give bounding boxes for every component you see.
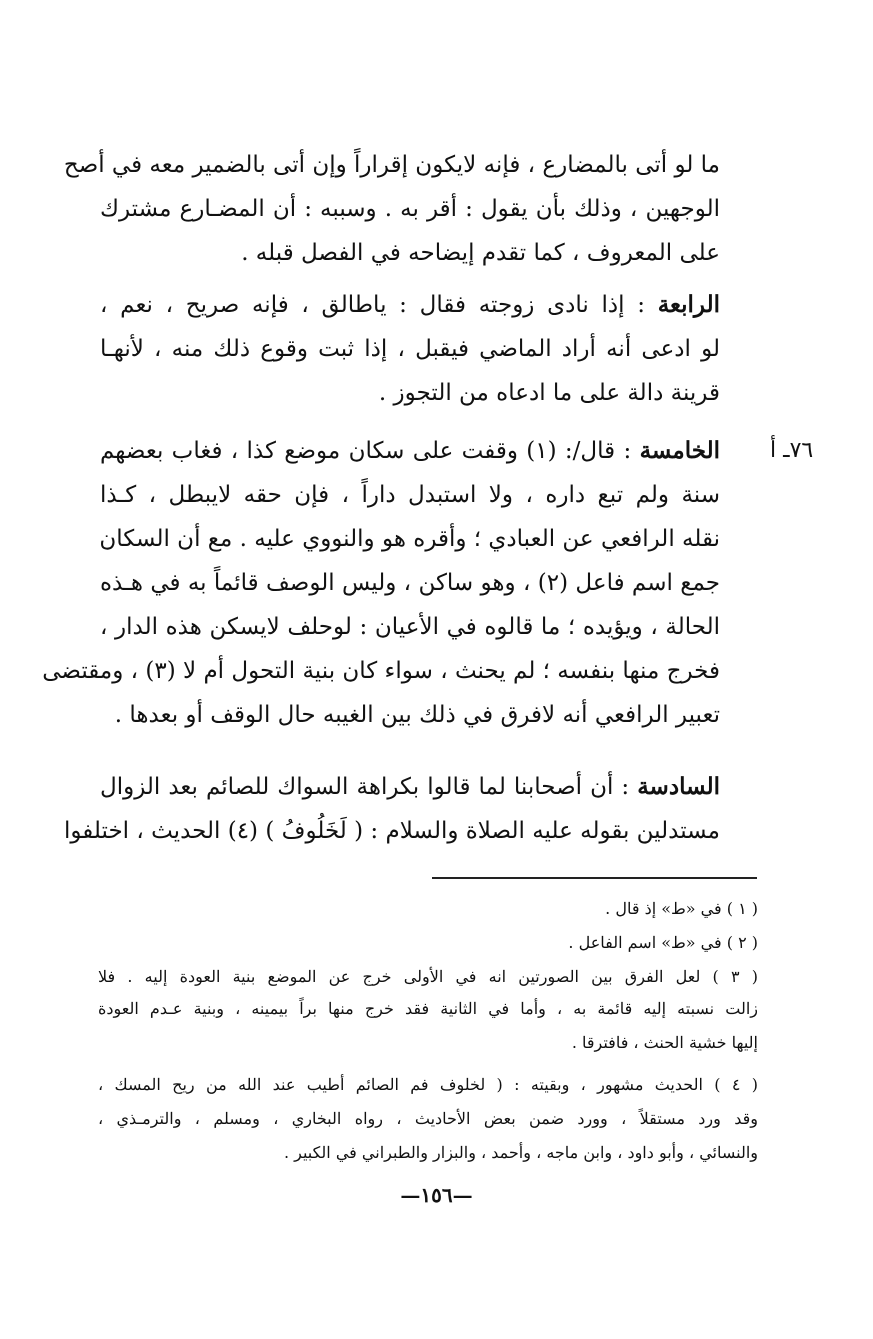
footnote-3-line: إليها خشية الحنث ، فافترقا . — [571, 1033, 758, 1052]
text-line: على المعروف ، كما تقدم إيضاحه في الفصل قبله . — [241, 240, 720, 266]
paragraph-text: : أن أصحابنا لما قالوا بكراهة السواك للصائم بعد الزوال — [100, 774, 638, 800]
text-line: لو ادعى أنه أراد الماضي فيقبل ، إذا ثبت وقوع ذلك منه ، لأنهـا — [100, 336, 720, 362]
footnote-4-line: والنسائي ، وأبو داود ، وابن ماجه ، وأحمد ، والبزار والطبراني في الكبير . — [283, 1143, 758, 1162]
text-line: قرينة دالة على ما ادعاه من التجوز . — [378, 380, 720, 406]
text-line: تعبير الرافعي أنه لافرق في ذلك بين الغيبه حال الوقف أو بعدها . — [114, 702, 720, 728]
text-line: الوجهين ، وذلك بأن يقول : أقر به . وسببه : أن المضـارع مشترك — [100, 196, 720, 222]
footnote-3-line: ( ٣ ) لعل الفرق بين الصورتين انه في الأولى خرج عن الموضع بنية العودة إليه . فلا — [98, 967, 759, 986]
footnote-2: ( ٢ ) في «ط» اسم الفاعل . — [568, 933, 758, 952]
text-line — [100, 290, 720, 320]
text-line: نقله الرافعي عن العبادي ؛ وأقره هو والنووي عليه . مع أن السكان — [99, 526, 720, 552]
margin-folio-reference: ٧٦ـ أ — [770, 438, 814, 463]
footnote-4-line: ( ٤ ) الحديث مشهور ، وبقيته : ( لخلوف فم الصائم أطيب عند الله من ريح المسك ، — [98, 1075, 759, 1094]
footnote-1: ( ١ ) في «ط» إذ قال . — [605, 899, 758, 918]
text-line: سنة ولم تبع داره ، ولا استبدل داراً ، فإن حقه لايبطل ، كـذا — [100, 482, 720, 508]
footnote-separator — [432, 877, 757, 879]
paragraph-lead: الخامسة — [639, 437, 720, 464]
paragraph-lead: الرابعة — [657, 291, 720, 318]
page-number: —١٥٦— — [400, 1183, 473, 1207]
footnote-4-line: وقد ورد مستقلاً ، وورد ضمن بعض الأحاديث ، رواه البخاري ، ومسلم ، والترمـذي ، — [98, 1109, 758, 1128]
text-line: جمع اسم فاعل (٢) ، وهو ساكن ، وليس الوصف قائماً به في هـذه — [100, 570, 720, 596]
paragraph-lead: السادسة — [637, 773, 720, 800]
text-line: ما لو أتى بالمضارع ، فإنه لايكون إقراراً وإن أتى بالضمير معه في أصح — [63, 152, 720, 178]
text-line — [100, 436, 720, 466]
text-line — [100, 772, 720, 802]
text-line: الحالة ، ويؤيده ؛ ما قالوه في الأعيان : لوحلف لايسكن هذه الدار ، — [100, 614, 720, 640]
paragraph-text: : قال/: (١) وقفت على سكان موضع كذا ، فغاب بعضهم — [100, 438, 640, 464]
text-line: مستدلين بقوله عليه الصلاة والسلام : ( لَخَلُوفُ ) (٤) الحديث ، اختلفوا — [63, 818, 720, 844]
text-line: فخرج منها بنفسه ؛ لم يحنث ، سواء كان بنية التحول أم لا (٣) ، ومقتضى — [42, 658, 720, 684]
paragraph-text: : إذا نادى زوجته فقال : ياطالق ، فإنه صريح ، نعم ، — [100, 292, 658, 318]
footnote-3-line: زالت نسبته إليه قائمة به ، وأما في الثانية فقد خرج منها براً بيمينه ، وبنية عـدم العودة — [98, 999, 758, 1018]
